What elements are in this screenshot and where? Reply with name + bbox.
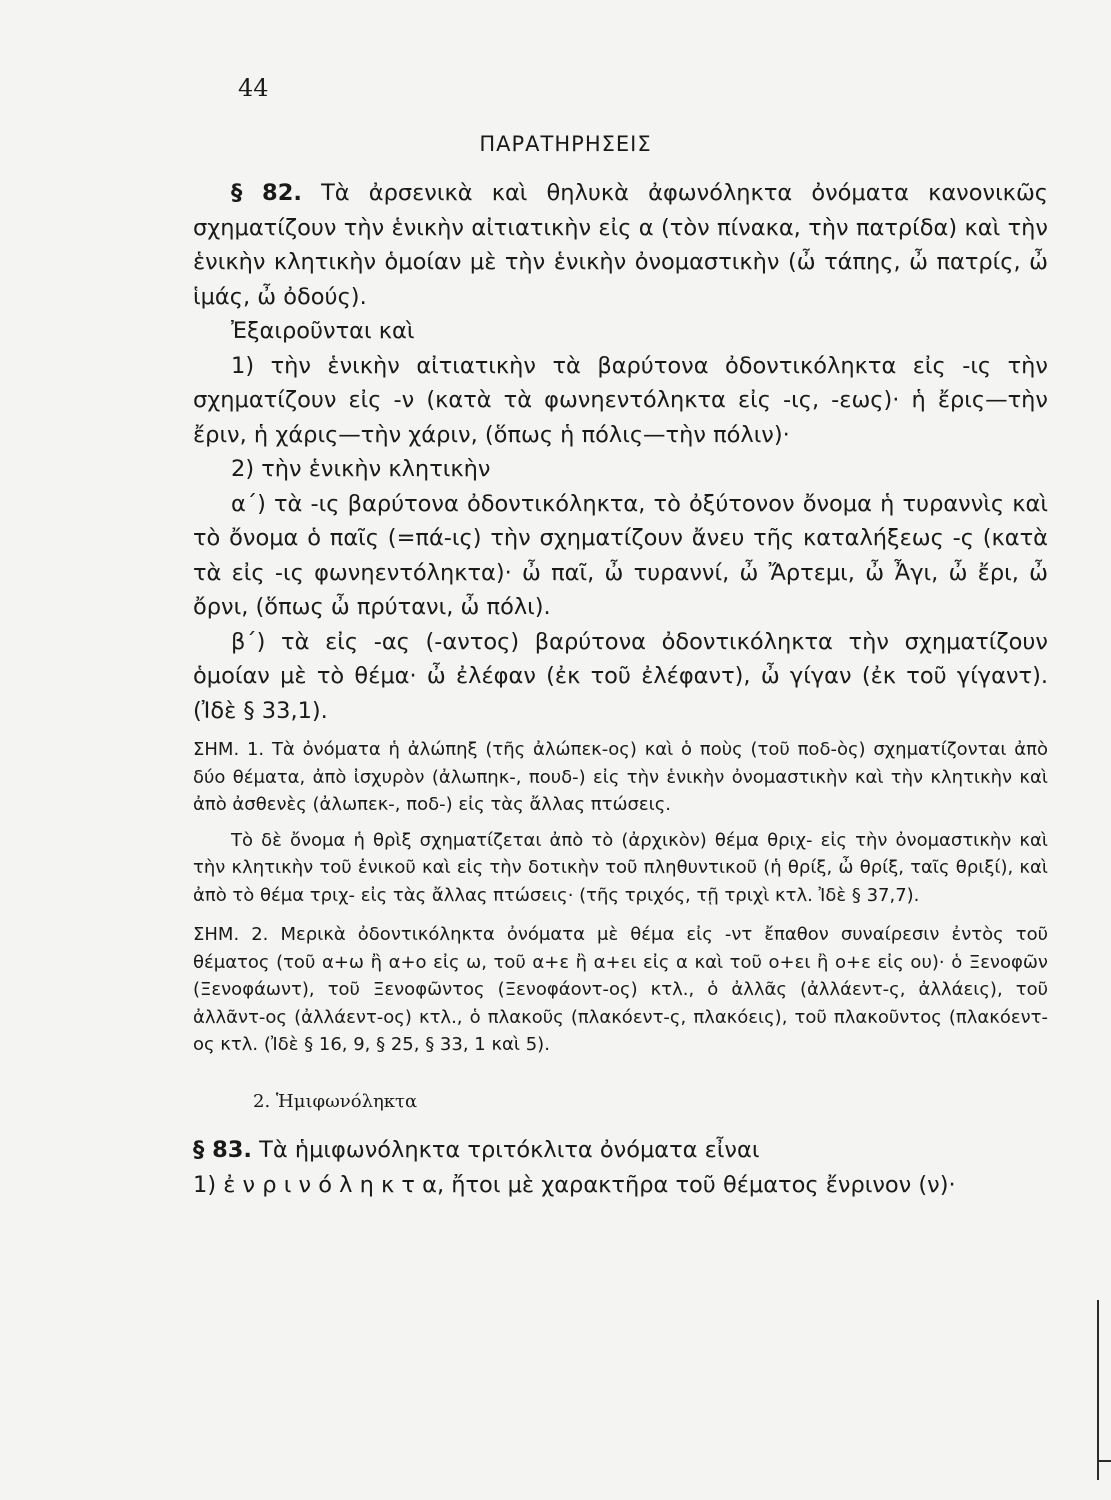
margin-rule-tick bbox=[1097, 1460, 1111, 1462]
page-number: 44 bbox=[238, 74, 269, 102]
note-2: ΣΗΜ. 2. Μερικὰ ὀδοντικόληκτα ὀνόματα μὲ θέμα εἰς -ντ ἔπαθον συναίρεσιν ἐντὸς τοῦ θέματος (τοῦ α+ω ἢ α+ο εἰς ω, τοῦ α+ε ἢ α+ει εἰς α καὶ τοῦ ο+ει ἢ ο+ε εἰς ου)· ὁ Ξενοφῶν (Ξενοφάωντ), τοῦ Ξενοφῶντος (Ξενοφάοντ-ος) κτλ., ὁ ἀλλᾶς (ἀλλάεντ-ς, ἀλλάεις), τοῦ ἀλλᾶντ-ος (ἀλλάεντ-ος) κτλ., ὁ πλακοῦς (πλακόεντ-ς, πλακόεις), τοῦ πλακοῦντος (πλακόεντ-ος κτλ. (Ἰδὲ § 16, 9, § 25, § 33, 1 καὶ 5). bbox=[193, 924, 1048, 1055]
paragraph-83-item-1: 1) ἐ ν ρ ι ν ό λ η κ τ α, ἤτοι μὲ χαρακτῆρα τοῦ θέματος ἔνρινον (ν)· bbox=[193, 1171, 956, 1198]
paragraph-83-text: Τὰ ἡμιφωνόληκτα τριτόκλιτα ὀνόματα εἶναι bbox=[259, 1137, 760, 1163]
main-text bbox=[193, 176, 1048, 1202]
note-1-continued: Τὸ δὲ ὄνομα ἡ θρὶξ σχηματίζεται ἀπὸ τὸ (ἀρχικὸν) θέμα θριχ- εἰς τὴν ὀνομαστικὴν καὶ τὴν κλητικὴν τοῦ ἑνικοῦ καὶ εἰς τὴν δοτικὴν τοῦ πληθυντικοῦ (ἡ θρίξ, ὦ θρίξ, ταῖς θριξί), καὶ ἀπὸ τὸ θέμα τριχ- εἰς τὰς ἄλλας πτώσεις· (τῆς τριχός, τῇ τριχὶ κτλ. Ἰδὲ § 37,7). bbox=[193, 829, 1048, 906]
section-number-82: § 82. bbox=[231, 180, 302, 206]
paragraph-83-intro bbox=[193, 1133, 1048, 1168]
paragraph-82-text: Τὰ ἀρσενικὰ καὶ θηλυκὰ ἀφωνόληκτα ὀνόματα κανονικῶς σχηματίζουν τὴν ἑνικὴν αἰτιατικὴν εἰς α (τὸν πίνακα, τὴν πατρίδα) καὶ τὴν ἑνικὴν κλητικὴν ὁμοίαν μὲ τὴν ἑνικὴν ὀνομαστικὴν (ὦ τάπης, ὦ πατρίς, ὦ ἱμάς, ὦ ὀδούς). bbox=[193, 180, 1048, 310]
margin-rule bbox=[1097, 1300, 1099, 1480]
subsection-heading: 2. Ἡμιφωνόληκτα bbox=[253, 1090, 418, 1112]
note-1: ΣΗΜ. 1. Τὰ ὀνόματα ἡ ἀλώπηξ (τῆς ἀλώπεκ-ος) καὶ ὁ ποὺς (τοῦ ποδ-ὸς) σχηματίζονται ἀπὸ δύο θέματα, ἀπὸ ἰσχυρὸν (ἀλωπηκ-, πουδ-) εἰς τὴν ἑνικὴν ὀνομαστικὴν καὶ τὴν κλητικὴν καὶ ἀπὸ ἀσθενὲς (ἀλωπεκ-, ποδ-) εἰς τὰς ἄλλας πτώσεις. bbox=[193, 739, 1048, 815]
paragraph-82-intro bbox=[193, 176, 1048, 314]
paragraph-item-2a: α΄) τὰ -ις βαρύτονα ὀδοντικόληκτα, τὸ ὀξύτονον ὄνομα ἡ τυραννὶς καὶ τὸ ὄνομα ὁ παῖς (=πά-ις) τὴν σχηματίζουν ἄνευ τῆς καταλήξεως -ς (κατὰ τὰ εἰς -ις φωνηεντόληκτα)· ὦ παῖ, ὦ τυραννί, ὦ Ἄρτεμι, ὦ Ἆγι, ὦ ἔρι, ὦ ὄρνι, (ὅπως ὦ πρύτανι, ὦ πόλι). bbox=[193, 490, 1048, 620]
paragraph-item-1: 1) τὴν ἑνικὴν αἰτιατικὴν τὰ βαρύτονα ὀδοντικόληκτα εἰς -ις τὴν σχηματίζουν εἰς -ν (κατὰ τὰ φωνηεντόληκτα εἰς -ις, -εως)· ἡ ἔρις—τὴν ἔριν, ἡ χάρις—τὴν χάριν, (ὅπως ἡ πόλις—τὴν πόλιν)· bbox=[193, 352, 1048, 448]
paragraph-item-2: 2) τὴν ἑνικὴν κλητικὴν bbox=[231, 456, 491, 482]
paragraph-item-2b: β΄) τὰ εἰς -ας (-αντος) βαρύτονα ὀδοντικόληκτα τὴν σχηματίζουν ὁμοίαν μὲ τὸ θέμα· ὦ ἐλέφαν (ἐκ τοῦ ἐλέφαντ), ὦ γίγαν (ἐκ τοῦ γίγαντ). (Ἰδὲ § 33,1). bbox=[193, 628, 1048, 724]
section-number-83: § 83. bbox=[193, 1137, 252, 1163]
paragraph-exceptions: Ἐξαιροῦνται καὶ bbox=[231, 318, 415, 344]
section-heading: ΠΑΡΑΤΗΡΗΣΕΙΣ bbox=[479, 132, 652, 156]
